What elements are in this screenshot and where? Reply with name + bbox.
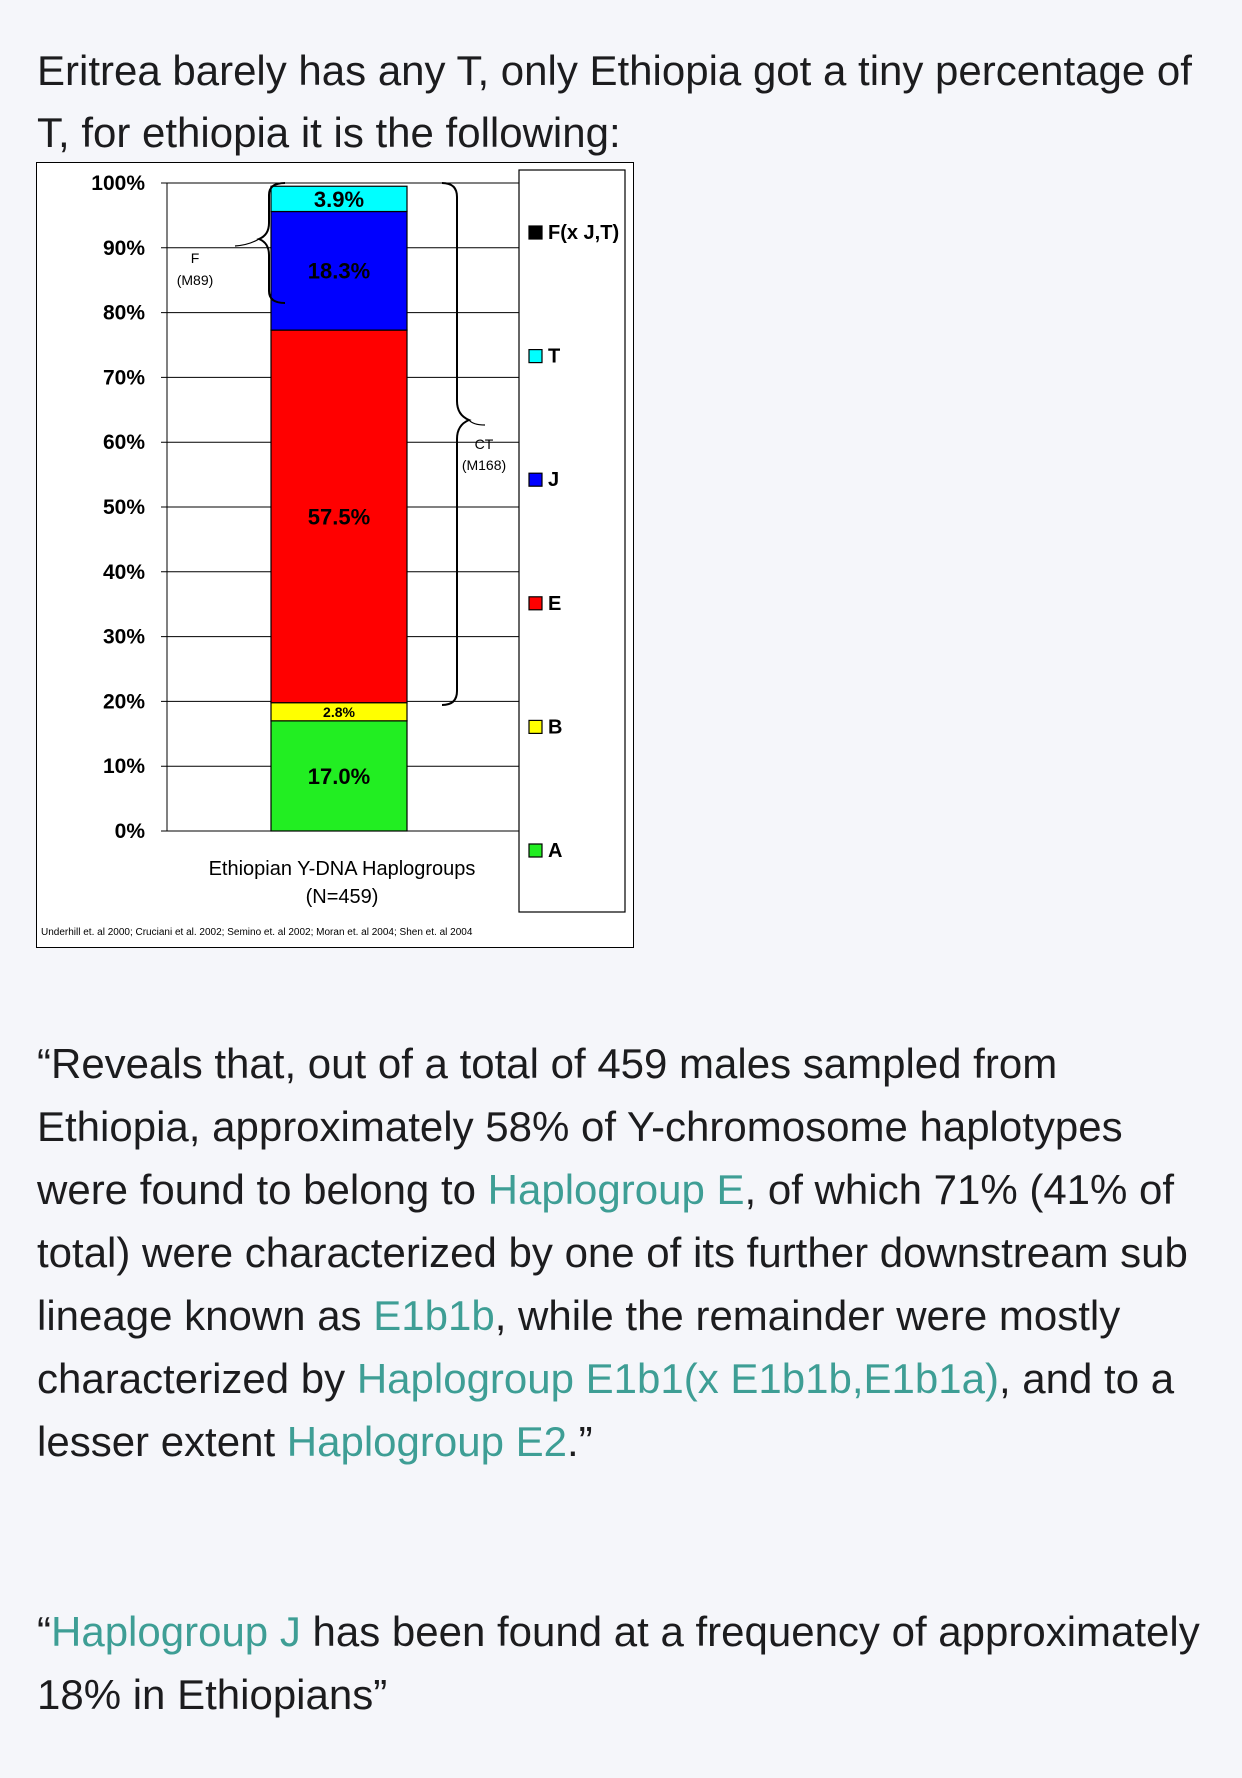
y-tick-label: 60% — [102, 431, 145, 455]
legend-box — [519, 170, 625, 912]
chart-title: Ethiopian Y-DNA Haplogroups — [208, 858, 476, 880]
y-tick-label: 70% — [102, 366, 145, 390]
legend-swatch-t — [529, 350, 542, 363]
y-tick-label: 90% — [102, 236, 145, 260]
annotation-m168: (M168) — [461, 457, 507, 473]
legend-label-b: B — [548, 716, 563, 739]
y-tick-label: 80% — [102, 301, 145, 325]
legend-label-e: E — [548, 592, 562, 615]
legend-label-f: F(x J,T) — [548, 222, 620, 244]
bar-label-a: 17.0% — [307, 763, 371, 789]
chart-svg — [37, 163, 632, 946]
link-haplogroup-e2[interactable]: Haplogroup E2 — [286, 1418, 567, 1465]
link-haplogroup-j[interactable]: Haplogroup J — [51, 1608, 301, 1655]
bar-label-b: 2.8% — [323, 703, 355, 720]
y-tick-label: 0% — [114, 820, 145, 843]
legend-swatch-j — [529, 473, 542, 486]
quote1-text-mid3: , and to a lesser extent — [37, 1355, 1175, 1465]
y-tick-label: 40% — [102, 560, 145, 584]
haplogroup-chart — [36, 162, 634, 948]
quote-paragraph-1 — [37, 1032, 1207, 1473]
legend-swatch-b — [529, 720, 542, 733]
annotation-f: F — [190, 250, 200, 266]
quote-paragraph-2 — [37, 1600, 1207, 1726]
quote2-text-open: “ — [37, 1608, 51, 1655]
quote1-text-open: “Reveals that, out of a total of 459 males sampled from Ethiopia, approximately 58% of Y-chromosome haplotypes were found to belong to — [37, 1040, 1123, 1213]
bracket-f-connector — [235, 239, 259, 246]
bar-label-t: 3.9% — [313, 186, 365, 212]
chart-y-ticks — [91, 172, 145, 843]
annotation-ct: CT — [474, 436, 494, 452]
intro-paragraph: Eritrea barely has any T, only Ethiopia got a tiny percentage of T, for ethiopia it is the following: — [37, 47, 1192, 156]
quote1-text-mid2: , while the remainder were mostly characterized by — [37, 1292, 1121, 1402]
y-tick-label: 50% — [102, 496, 145, 519]
quote1-text-mid1: , of which 71% (41% of total) were characterized by one of its further downstream sub lineage known as — [37, 1166, 1188, 1339]
bar-label-e: 57.5% — [307, 504, 371, 530]
y-tick-label: 10% — [102, 755, 145, 779]
bracket-ct-m168 — [442, 183, 469, 705]
link-haplogroup-e[interactable]: Haplogroup E — [487, 1166, 745, 1213]
legend-label-j: J — [548, 469, 560, 492]
chart-source: Underhill et. al 2000; Cruciani et al. 2002; Semino et. al 2002; Moran et. al 2004; Shen et. al 2004 — [41, 927, 473, 938]
link-e1b1b[interactable]: E1b1b — [373, 1292, 495, 1339]
chart-bars — [271, 186, 407, 831]
link-haplogroup-e1b1[interactable]: Haplogroup E1b1(x E1b1b,E1b1a) — [356, 1355, 999, 1402]
quote2-text-close: has been found at a frequency of approximately 18% in Ethiopians” — [37, 1608, 1200, 1718]
annotation-m89: (M89) — [176, 272, 214, 288]
legend-swatch-f — [529, 226, 542, 239]
legend-label-a: A — [548, 840, 563, 862]
legend-swatch-a — [529, 844, 542, 857]
y-tick-label: 100% — [91, 172, 145, 195]
bracket-ct-connector — [469, 420, 485, 425]
legend-label-t: T — [548, 345, 561, 368]
legend-swatch-e — [529, 597, 542, 610]
y-tick-label: 30% — [102, 625, 145, 649]
bar-label-j: 18.3% — [307, 258, 371, 284]
y-tick-label: 20% — [102, 690, 145, 714]
chart-subtitle: (N=459) — [305, 886, 379, 908]
quote1-text-close: .” — [567, 1418, 593, 1465]
